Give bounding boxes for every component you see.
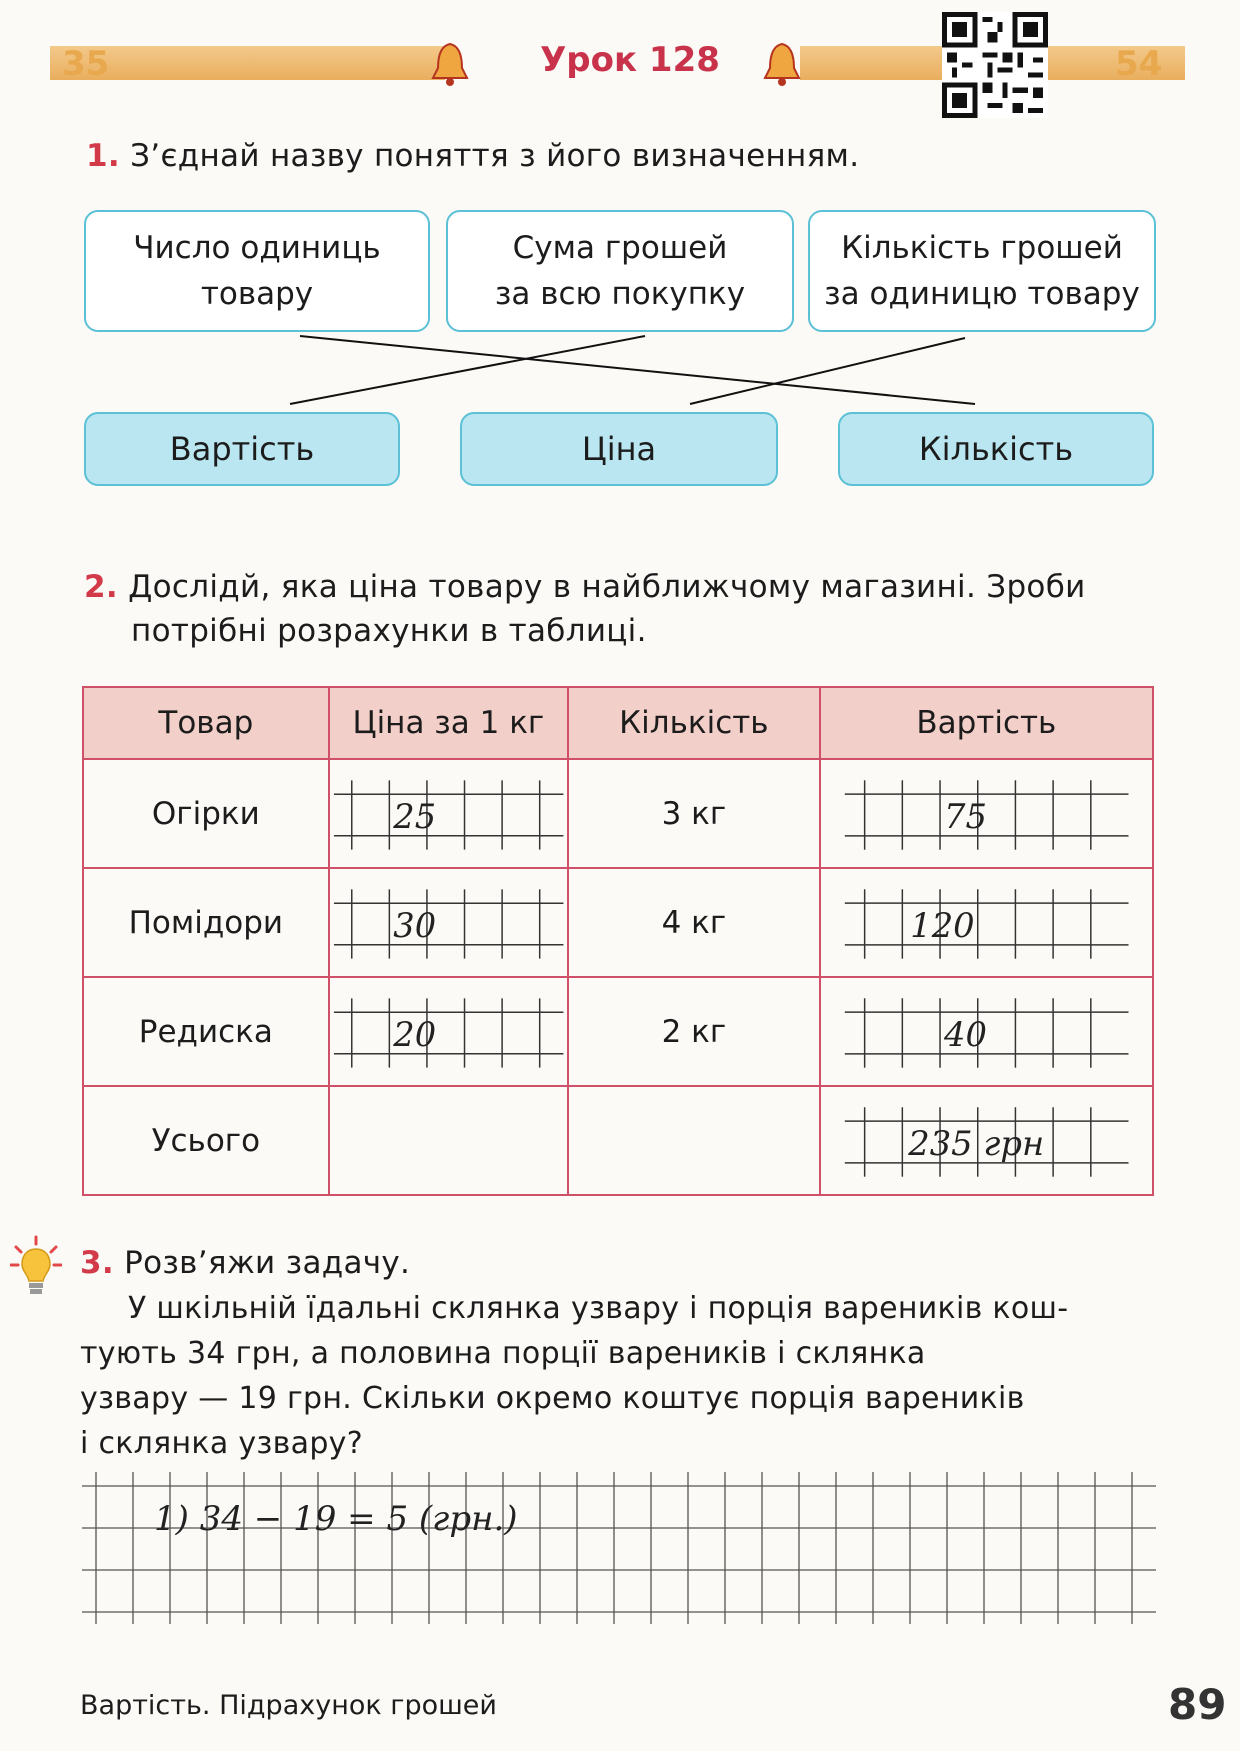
definition-line: Кількість грошей [841, 230, 1123, 266]
price-cell[interactable] [329, 868, 568, 977]
problem-line: і склянка узвару? [80, 1426, 363, 1461]
task-number: 3. [80, 1245, 114, 1281]
task-text: Розв’яжи задачу. [124, 1245, 411, 1281]
problem-line: узвару — 19 грн. Скільки окремо коштує порція вареників [80, 1381, 1025, 1416]
table-row [83, 868, 1153, 977]
table-row [83, 1086, 1153, 1195]
task3-problem [80, 1286, 1160, 1466]
task3-title [80, 1241, 410, 1285]
definition-line: Число одиниць [133, 230, 381, 266]
page-number: 89 [1168, 1680, 1227, 1729]
definition-line: за всю покупку [494, 276, 746, 312]
price-table [82, 686, 1154, 1196]
qty-cell[interactable] [568, 1086, 820, 1195]
task-text: потрібні розрахунки в таблиці. [131, 613, 647, 649]
column-header: Кількість [568, 687, 820, 759]
corner-number-right: 54 [1115, 44, 1163, 84]
qty-cell: 2 кг [568, 977, 820, 1086]
cost-cell[interactable] [820, 868, 1153, 977]
table-row [83, 759, 1153, 868]
lightbulb-icon [10, 1235, 62, 1305]
qty-cell: 4 кг [568, 868, 820, 977]
handwritten-cost: 40 [943, 1014, 987, 1054]
footer-topic: Вартість. Підрахунок грошей [80, 1690, 497, 1721]
price-cell[interactable] [329, 977, 568, 1086]
handwritten-cost: 75 [943, 796, 987, 836]
column-header: Товар [83, 687, 329, 759]
term-box-quantity[interactable]: Кількість [838, 412, 1154, 486]
item-cell: Помідори [83, 868, 329, 977]
price-cell[interactable] [329, 1086, 568, 1195]
task-number: 2. [84, 569, 118, 605]
handwritten-price: 30 [392, 905, 436, 945]
column-header: Вартість [820, 687, 1153, 759]
table-row [83, 977, 1153, 1086]
definition-line: товару [200, 276, 314, 312]
handwritten-total: 235 грн [907, 1123, 1044, 1163]
problem-line: У шкільній їдальні склянка узвару і порція вареників кош- [128, 1291, 1069, 1326]
corner-number-left: 35 [62, 44, 110, 84]
handwritten-price: 20 [392, 1014, 436, 1054]
task-text: Дослідй, яка ціна товару в найближчому магазині. Зроби [128, 569, 1086, 605]
column-header: Ціна за 1 кг [329, 687, 568, 759]
cost-cell[interactable] [820, 759, 1153, 868]
item-cell: Огірки [83, 759, 329, 868]
definition-line: за одиницю товару [824, 276, 1140, 312]
handwritten-cost: 120 [909, 905, 975, 945]
handwritten-price: 25 [392, 796, 436, 836]
qty-cell: 3 кг [568, 759, 820, 868]
handwritten-answer: 1) 34 − 19 = 5 (грн.) [154, 1499, 518, 1539]
term-box-value[interactable]: Вартість [84, 412, 400, 486]
item-cell: Редиска [83, 977, 329, 1086]
term-box-price[interactable]: Ціна [460, 412, 778, 486]
cost-cell[interactable] [820, 1086, 1153, 1195]
lesson-title: Урок 128 [540, 40, 720, 80]
task2-prompt [84, 565, 1164, 653]
task-text: З’єднай назву поняття з його визначенням. [130, 138, 860, 174]
task-number: 1. [86, 138, 120, 174]
answer-grid[interactable] [82, 1468, 1156, 1628]
problem-line: тують 34 грн, а половина порції вареників і склянка [80, 1336, 926, 1371]
cost-cell[interactable] [820, 977, 1153, 1086]
price-cell[interactable] [329, 759, 568, 868]
item-cell: Усього [83, 1086, 329, 1195]
definition-line: Сума грошей [512, 230, 728, 266]
